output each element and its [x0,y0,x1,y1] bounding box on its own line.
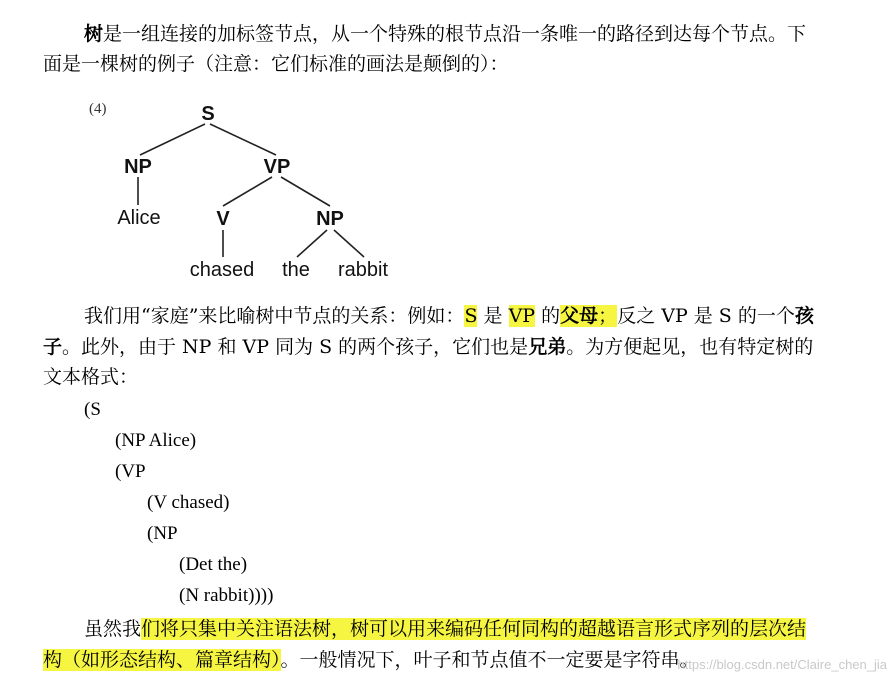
code-line-2: (NP Alice) [115,430,197,451]
intro-line-2: 面是一棵树的例子（注意：它们标准的画法是颠倒的）： [43,53,509,75]
family-text-a: 我们用“家庭”来比喻树中节点的关系：例如： [84,305,465,327]
node-s: S [201,103,215,125]
code-line-5: (NP [147,523,178,544]
edge-vp-np [281,177,330,206]
family-line-1 [84,303,814,329]
leaf-rabbit: rabbit [337,259,389,281]
family-text-c: 。此外，由于 NP 和 VP 同为 S 的两个孩子，它们也是 [62,336,529,358]
figure-label: (4) [89,101,107,117]
term-child-2: 子 [43,336,63,358]
intro-line-1-text: 是一组连接的加标签节点，从一个特殊的根节点沿一条唯一的路径到达每个节点。下 [103,23,807,45]
term-parent: 父母 [560,305,599,327]
edge-np-the [297,230,327,257]
highlight-s: S [464,305,478,327]
node-v: V [216,208,230,230]
final-text-d: 。一般情况下，叶子和节点值不一定要是字符串。 [280,649,699,671]
edge-s-vp [210,124,276,155]
term-sibling: 兄弟 [528,336,567,358]
code-line-6: (Det the) [179,554,248,575]
tree-edges [138,124,364,257]
code-line-7: (N rabbit)))) [179,585,274,606]
final-line-2 [43,647,699,673]
leaf-the: the [282,259,310,281]
highlight-final-2: 构（如形态结构、篇章结构） [43,649,281,671]
edge-s-np [140,124,205,155]
edge-vp-v [223,177,272,206]
node-vp: VP [263,156,291,178]
syntax-tree-figure [0,0,895,300]
edge-np-rabbit [334,230,364,257]
code-line-3: (VP [115,461,146,482]
highlight-semicolon: ； [598,305,618,327]
highlight-final-1: 们将只集中关注语法树，树可以用来编码任何同构的超越语言形式序列的层次结 [141,618,807,640]
node-np: NP [124,156,152,178]
term-child-1: 孩 [794,305,814,327]
leaf-chased: chased [189,259,255,281]
family-text-is: 是 [483,305,503,327]
final-text-a: 虽然我 [84,618,142,640]
family-text-of: 的 [541,305,561,327]
family-text-b: 反之 VP 是 S 的一个 [617,305,795,327]
code-line-4: (V chased) [147,492,230,513]
leaf-alice: Alice [117,207,161,229]
family-line-2 [43,334,813,360]
family-text-d: 。为方便起见，也有特定树的 [566,336,814,358]
code-line-1: (S [84,399,101,420]
final-line-1 [84,616,806,642]
watermark: https://blog.csdn.net/Claire_chen_jia [677,657,887,672]
node-np-2: NP [316,208,344,230]
family-line-3: 文本格式： [43,366,139,388]
term-tree: 树 [84,23,104,45]
highlight-vp: VP [508,305,536,327]
